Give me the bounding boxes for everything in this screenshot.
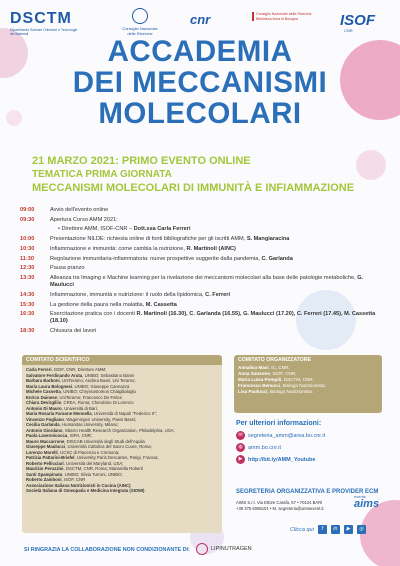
page-title [0,36,400,129]
program-row [20,217,388,224]
program-row [20,226,388,233]
aims-logo: aims [354,498,380,510]
program-activity: Alleanza tra Imaging e Machine learning per la rivelazione dei meccanismi molecolari alla base delle patologie metaboliche, [50,274,358,281]
member-affiliation: , IC, CNR; [268,365,290,370]
member-affiliation: , CREA, Roma; Cherubino Di Lorenzo [61,400,134,405]
member-name: Mauro Maccarrone [26,438,65,444]
sponsor-logo [196,543,252,555]
program-speaker: C. Garlanda [261,255,293,262]
program-time: 10:30 [20,245,35,252]
member-name: Santi Spampinato [26,471,63,477]
member-affiliation: , ISPA, CNR; [67,433,93,438]
program-row [20,246,388,253]
program-row [20,292,388,299]
member-affiliation: , DSCTM, CNR, Roma; Mariarella Roberti [63,466,143,471]
program-activity: Avvio dell'evento online [50,207,109,213]
scientific-committee [22,355,222,533]
program-text [50,265,388,272]
member-affiliation: , Sbarro Health Research Organization, Philadelphia, USA; [62,427,175,433]
program-text [50,302,388,309]
program-row [20,207,388,214]
member-name: Michele Cassetta [26,389,61,394]
program-speaker: G. Maulucci [50,274,364,289]
member-name: Maria Luisa Pompili [238,377,282,382]
secretariat-heading: SEGRETERIA ORGANIZZATIVA E PROVIDER ECM [236,489,379,495]
mail-icon: ✉ [236,431,245,440]
organizing-committee-list [234,365,382,395]
member-affiliation: , ISOF, CNR, Direttore AMM; [51,367,107,372]
secretariat-address [236,500,346,511]
member-affiliation: , UniTeramo; Andrea Boari, Uni Teramo; [59,378,136,383]
program-text [50,256,388,263]
website-link[interactable] [236,443,386,452]
secretariat-contacts: +39 375 6068101 • M. segreteria@aimsevent.it [236,505,324,511]
member-name: Chiara Devirgiliis [26,400,62,405]
member-name: Vincenzo Fogliano [26,416,64,422]
program-text [50,275,388,289]
member-affiliation: , ISOF, CNR; [269,371,297,376]
program-activity: Chiusura dei lavori [50,328,97,335]
cnr-biblioteca-logo: Consiglio Nazionale delle Ricerche Biblioteca Area di Bologna [252,12,316,21]
member-affiliation: , Biologo Nutrizionista. [267,389,314,394]
committee-member [238,389,378,395]
program-activity: Presentazione NILDE: richiesta online di fonti bibliografiche per gli iscritti AMM, [50,236,247,243]
member-name: Associazione Italiana Nutrizionisti in Cucina (AINC) [26,482,131,488]
social-links [290,525,366,534]
isof-logo: ISOF [340,12,376,29]
program-activity: La gestione della paura nella malattia, [50,301,146,308]
title-line: DEI MECCANISMI [72,66,328,99]
member-name: Barbara Barboni [26,378,60,383]
program-time: 09:30 [20,216,35,223]
scientific-committee-heading: COMITATO SCIENTIFICO [22,355,222,365]
program-row [20,256,388,263]
cnr-wordmark: cnr [190,12,211,27]
cnr-seal-icon [132,8,148,24]
program-speaker: R. Martinoli (16.30), C. Garlanda (16.55), G. Maulucci (17.20), C. Ferreri (17.45), M. Cassetta (18.10) [50,311,376,325]
info-heading: Per ulteriori informazioni: [236,420,322,427]
member-affiliation: , Università del Maryland, USA; [63,460,124,466]
program-time: 09:00 [20,207,35,213]
member-affiliation: , DSCTM, CNR; [281,377,314,382]
title-line: ACCADEMIA [107,35,293,68]
member-affiliation: , DISCAB Università degli Studi dell'Aquila [64,438,145,444]
committee-member [26,488,218,494]
program-activity: Esercitazione pratica con i docenti [50,311,137,318]
email-text[interactable]: segreteria_amm@area.bo.cnr.it [248,432,326,439]
program-activity: • Direttore AMM, ISOF-CNR – [58,226,134,233]
email-link[interactable] [236,431,386,440]
program-text [50,207,388,214]
program-time: 11:30 [20,255,34,262]
member-name: Patrizia Pattarini-Briefel [26,455,75,460]
program-list [20,207,388,338]
program-row [20,328,388,335]
program-speaker: M. Cassetta [145,301,177,308]
member-name: Francesco Benucci [238,383,281,388]
member-affiliation: , Università Cattolica del Sacro Cuore, Roma; [65,444,152,449]
member-name: Antonio Di Mauro [26,405,62,411]
member-name: Società Italiana di Omeopatia e Medicina Integrata (SIOMI) [26,488,145,493]
program-row [20,265,388,272]
dsctm-subtitle: Dipartimento Scienze Chimiche e Tecnologie dei Materiali [10,28,78,36]
member-name: Annalisa Masi [238,365,269,370]
event-date: 21 MARZO 2021: PRIMO EVENTO ONLINE [32,155,251,167]
program-text [50,328,388,335]
member-name: Maria Rosaria Faraone Mennella [26,411,92,416]
member-affiliation: , UNIBO; Giuseppe Cannazza [72,383,130,389]
sponsor-thanks: SI RINGRAZIA LA COLLABORAZIONE NON CONDIZIONANTE DI: [24,547,190,553]
member-affiliation: , UNIBO; Chryssostomos Chatgilialoglu [60,389,136,394]
instagram-icon[interactable]: ◎ [357,525,366,534]
program-speaker: Dott.ssa Carla Ferreri [133,226,191,233]
youtube-link[interactable] [236,455,386,464]
member-name: Roberto Pellicciari [26,460,64,466]
program-time [20,226,50,233]
program-row [20,275,388,289]
member-name: Lorenzo Morelli [26,449,58,455]
program-row [20,311,388,325]
program-activity: Regolazione immunitaria-infiammatoria: nuove prospettive suggerite dalla pandemia, [50,255,262,262]
secretariat-address-line: AIMS S.r.l. Via Ettore Carafa, 57 • 70124 BARI [236,500,323,505]
dsctm-logo: DSCTM [10,10,72,27]
member-affiliation: , Wageningen University, Paesi Bassi; [63,416,137,422]
member-affiliation: , UniTeramo; Francesco De Felice [57,394,122,400]
globe-icon: ◍ [236,443,245,452]
member-name: Salvatore Ferdinando Aruta [26,372,83,378]
program-time: 15:30 [20,301,35,308]
youtube-social-icon[interactable]: ▶ [344,525,353,534]
day-theme: MECCANISMI MOLECOLARI DI IMMUNITÀ E INFIAMMAZIONE [32,182,355,194]
member-name: Lisa Paolucci [238,389,268,394]
sponsor-logo-icon [196,543,208,555]
member-name: Roberto Zamboni [26,477,62,482]
program-row [20,302,388,309]
member-name: Paola Lavermicocca [26,433,68,438]
member-affiliation: , UCSC di Piacenza e Cremona; [57,449,120,455]
member-name: Giuseppe Maulucci [26,444,66,449]
program-text [50,311,388,325]
facebook-icon[interactable]: f [318,525,327,534]
program-speaker: R. Martinoli (AINC) [186,245,236,252]
cnr-logo-text: Consiglio Nazionale delle Ricerche [122,26,158,36]
member-affiliation: , UNIBO; Sebastiano Banni [82,372,135,378]
program-activity: Infiammazione, immunità e nutrizione: il ruolo della lipidomica, [50,291,206,298]
member-name: Maria Laura Bolognesi [26,383,73,389]
program-time: 16:30 [20,311,35,318]
program-time: 12:30 [20,265,35,272]
cnr-logo [120,8,160,36]
website-text[interactable]: amm.bo.cnr.it [248,444,282,451]
program-row [20,236,388,243]
day-topic-label: TEMATICA PRIMA GIORNATA [32,169,172,180]
program-time: 14:30 [20,291,35,298]
member-name: Anna Sansone [238,371,270,376]
sponsor-name: LIPINUTRAGEN [211,546,252,552]
linkedin-icon[interactable]: in [331,525,340,534]
organizing-committee-heading: COMITATO ORGANIZZATORE [238,357,312,363]
member-name: Maurizio Peruzzini [26,466,64,471]
info-section [236,420,386,464]
program-text [50,226,388,233]
program-time: 10:00 [20,236,35,243]
organizing-committee [234,355,382,413]
member-name: Cecilia Garlanda [26,422,60,427]
title-line: MOLECOLARI [98,97,302,130]
isof-subtitle: CNR [344,28,353,33]
youtube-text[interactable]: http://bit.ly/AMM_Youtube [248,456,316,463]
program-text [50,217,388,224]
member-affiliation: , Università di Bari; [61,405,98,411]
member-affiliation: , Humanitas University, Milano; [59,422,119,427]
program-activity: Infiammazione e immunità: come cambia la nutrizione, [50,245,187,252]
youtube-icon: ▶ [236,455,245,464]
program-activity: Pausa pranzo [50,265,85,272]
program-speaker: C. Ferreri [205,291,231,298]
member-affiliation: , ISOF, CNR [61,477,86,482]
program-time: 18:30 [20,328,35,335]
aims-logo-sub: events [354,494,366,499]
member-affiliation: , UNIBO; Silvia Turroni, UNIBO; [62,471,123,477]
member-affiliation: , University Paris Descartes, Parigi, Francia; [74,455,159,460]
program-text [50,292,388,299]
member-affiliation: , Università di Napoli "Federico II"; [91,411,157,416]
member-name: Carla Ferreri [26,367,52,372]
program-time: 13:30 [20,274,35,281]
program-text [50,236,388,243]
member-affiliation: , Biologo Nutrizionista; [280,383,326,388]
member-name: Antonio Giordano [26,427,63,433]
social-label: Clicca qui [290,526,314,533]
program-speaker: S. Mangiaracina [246,236,290,243]
program-activity: Apertura Corso AMM 2021: [50,216,118,223]
scientific-committee-list [22,365,222,496]
program-text [50,246,388,253]
member-name: Enrico Dainese [26,394,58,400]
